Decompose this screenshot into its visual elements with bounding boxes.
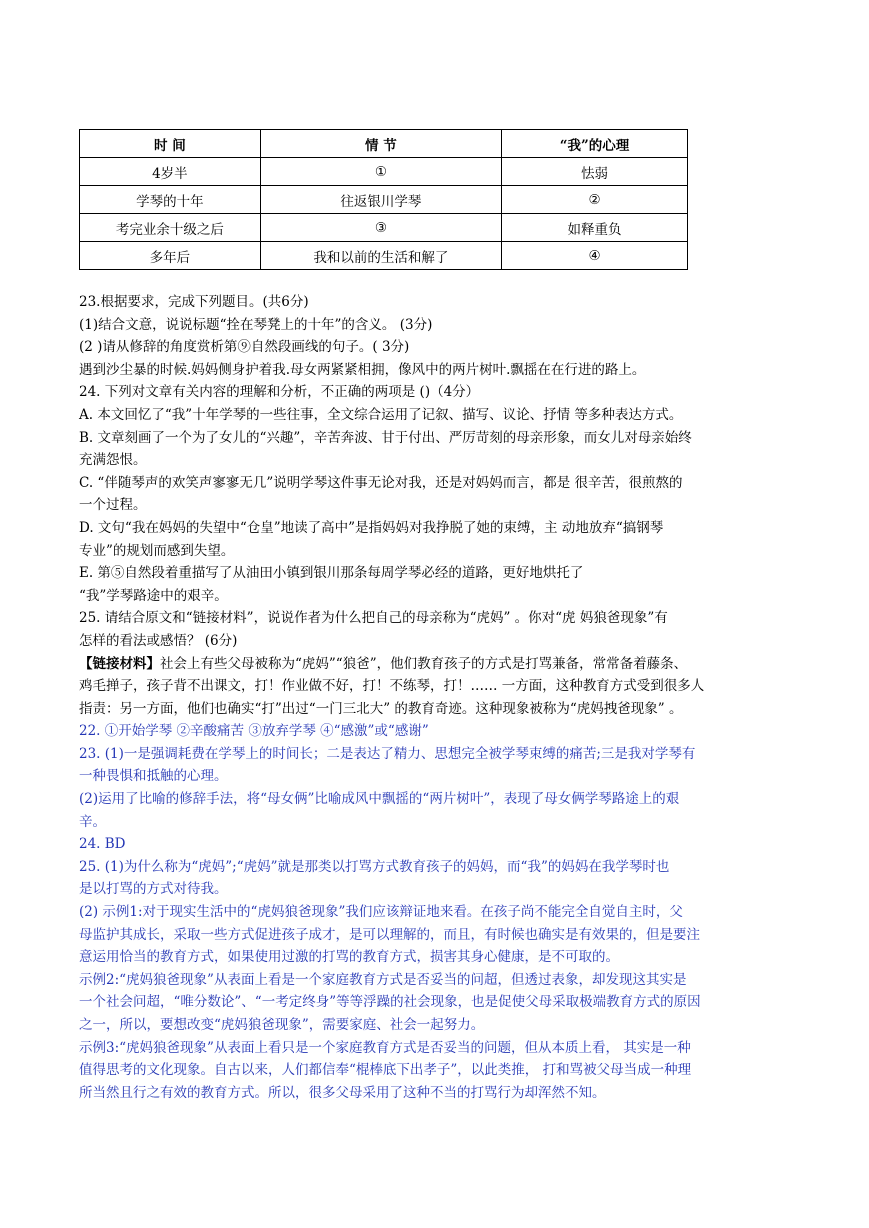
- option-a: A. 本文回忆了“我”十年学琴的一些往事，全文综合运用了记叙、描写、议论、抒情 等多种表达方式。: [79, 406, 683, 423]
- answer-line: 示例2:“虎妈狼爸现象”从表面上看是一个家庭教育方式是否妥当的问超，但透过表象，却发现这其实是: [79, 971, 687, 988]
- table-cell: 多年后: [80, 242, 261, 270]
- table-cell: 我和以前的生活和解了: [260, 242, 501, 270]
- answer-line: (2) 示例1:对于现实生活中的“虎妈狼爸现象”我们应该辩证地来看。在孩子尚不能完全自觉自主时，父: [79, 904, 683, 921]
- table-cell: 如释重负: [502, 214, 688, 242]
- table-cell: 学琴的十年: [80, 186, 261, 214]
- question-line: (2 )请从修辞的角度赏析第⑨自然段画线的句子。( 3分): [79, 339, 410, 356]
- link-material-line: [79, 653, 791, 676]
- link-material-line: 指责：另一方面，他们也确实“打”出过“一门三北大” 的教育奇迹。这种现象被称为“虎妈拽爸现象” 。: [79, 700, 683, 717]
- option-c: C. “伴随琴声的欢笑声寥寥无几”说明学琴这件事无论对我，还是对妈妈而言，都是 很辛苦，很煎熬的: [79, 474, 683, 491]
- option-e-cont: “我”学琴路途中的艰辛。: [79, 587, 228, 604]
- question-line: (1)结合文意，说说标题“拴在琴凳上的十年”的含义。 (3分): [79, 316, 433, 333]
- table-cell: 考完业余十级之后: [80, 214, 261, 242]
- link-material-line: 鸡毛掸子，孩子背不出课文，打！作业做不好，打！不练琴，打！…… 一方面，这种教育方式受到很多人: [79, 678, 705, 695]
- answer-line: 所当然且行之有效的教育方式。所以，很多父母采用了这种不当的打骂行为却浑然不知。: [79, 1084, 606, 1101]
- option-d-cont: 专业”的规划而感到失望。: [79, 542, 235, 559]
- table-cell: ①: [260, 158, 501, 186]
- answer-line: 25. (1)为什么称为“虎妈”;“虎妈”就是那类以打骂方式教育孩子的妈妈，而“我”的妈妈在我学琴时也: [79, 858, 670, 875]
- link-material-label: 【链接材料】: [79, 655, 160, 672]
- question-line: 25. 请结合原文和“链接材料”，说说作者为什么把自己的母亲称为“虎妈” 。你对“虎 妈狼爸现象”有: [79, 610, 668, 627]
- table-row: [80, 242, 688, 270]
- answer-line: 23. (1)一是强调耗费在学琴上的时间长；二是表达了精力、思想完全被学琴束缚的痛苦;三是我对学琴有: [79, 745, 696, 762]
- answer-line: 之一，所以，要想改变“虎妈狼爸现象”，需要家庭、社会一起努力。: [79, 1017, 485, 1033]
- option-d: D. 文句“我在妈妈的失望中“仓皇”地读了高中”是指妈妈对我挣脱了她的束缚，主 动地放弃“搞钢琴: [79, 519, 664, 536]
- question-line: 怎样的看法或感悟？ (6分): [79, 632, 238, 649]
- table-cell: ③: [260, 214, 501, 242]
- plot-table: [79, 129, 688, 270]
- answer-line: 24. BD: [79, 836, 126, 853]
- option-b: B. 文章刻画了一个为了女儿的“兴趣”，辛苦奔波、甘于付出、严厉苛刻的母亲形象，而女儿对母亲始终: [79, 429, 692, 446]
- body-text: [79, 291, 791, 1104]
- table-cell: 往返银川学琴: [260, 186, 501, 214]
- table-row: [80, 214, 688, 242]
- answer-line: 22. ①开始学琴 ②辛酸痛苦 ③放弃学琴 ④“感激”或“感谢”: [79, 723, 429, 740]
- answer-line: 母监护其成长，采取一些方式促进孩子成才，是可以理解的，而且，有时候也确实是有效果的，但是要注: [79, 926, 700, 943]
- header-time: 时 间: [80, 130, 261, 158]
- table-row: [80, 158, 688, 186]
- question-line: 23.根据要求，完成下列题目。(共6分): [79, 294, 309, 310]
- question-line: 遇到沙尘暴的时候.妈妈侧身护着我.母女两紧紧相拥，像风中的两片树叶.飘摇在在行进的路上。: [79, 361, 646, 378]
- answer-line: (2)运用了比喻的修辞手法，将“母女俩”比喻成风中飘摇的“两片树叶”，表现了母女俩学琴路途上的艰: [79, 791, 680, 808]
- answer-line: 一种畏惧和抵触的心理。: [79, 768, 228, 785]
- answer-line: 示例3:“虎妈狼爸现象”从表面上看只是一个家庭教育方式是否妥当的问题，但从本质上看， 其实是一种: [79, 1039, 691, 1056]
- header-mood: “我”的心理: [502, 130, 688, 158]
- question-line: 24. 下列对文章有关内容的理解和分析，不正确的两项是 ()（4分）: [79, 384, 480, 401]
- option-c-cont: 一个过程。: [79, 497, 147, 514]
- header-plot: 情 节: [260, 130, 501, 158]
- answer-line: 意运用恰当的教育方式，如果使用过激的打骂的教育方式，损害其身心健康，是不可取的。: [79, 949, 619, 966]
- table-header-row: [80, 130, 688, 158]
- table-cell: ②: [502, 186, 688, 214]
- table-row: [80, 186, 688, 214]
- answer-line: 是以打骂的方式对待我。: [79, 881, 228, 898]
- option-e: E. 第⑤自然段着重描写了从油田小镇到银川那条每周学琴必经的道路，更好地烘托了: [79, 565, 584, 582]
- link-material-text: 社会上有些父母被称为“虎妈”“狼爸”，他们教育孩子的方式是打骂兼备，常常备着藤条、: [160, 655, 688, 672]
- answer-line: 辛。: [79, 813, 106, 830]
- table-cell: ④: [502, 242, 688, 270]
- answer-line: 一个社会问超，“唯分数论”、“一考定终身”等等浮躁的社会现象，也是促使父母采取极端教育方式的原因: [79, 994, 701, 1011]
- answer-line: 值得思考的文化现象。自古以来，人们都信奉“棍棒底下出孝子”，以此类推， 打和骂被父母当成一种理: [79, 1062, 692, 1079]
- table-cell: 怯弱: [502, 158, 688, 186]
- option-b-cont: 充满怨恨。: [79, 452, 147, 469]
- table-cell: 4岁半: [80, 158, 261, 186]
